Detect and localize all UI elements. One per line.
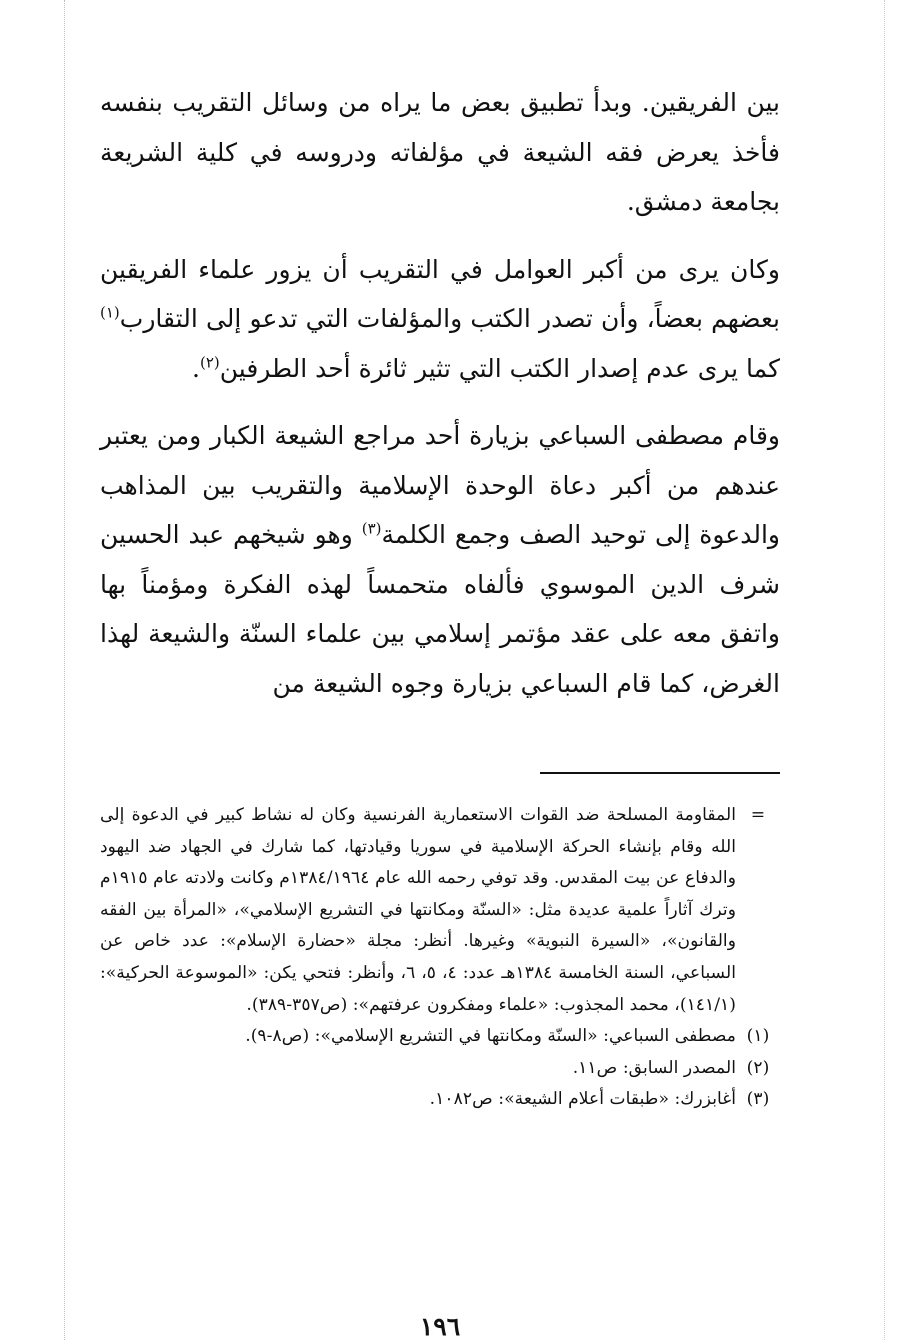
body-paragraph-1-text: بين الفريقين. وبدأ تطبيق بعض ما يراه من وسائل التقريب بنفسه فأخذ يعرض فقه الشيعة في مؤلفاته ودروسه في كلية الشريعة بجامعة دمشق.: [100, 88, 780, 216]
footnote-marker: =: [750, 805, 766, 825]
footnote-text: أغابزرك: «طبقات أعلام الشيعة»: ص١٠٨٢.: [429, 1089, 736, 1110]
footnote-text: مصطفى السباعي: «السنّة ومكانتها في التشريع الإسلامي»: (ص٨-٩).: [245, 1026, 736, 1047]
footnote-marker: (١): [746, 1026, 770, 1047]
book-page: [100, 78, 780, 1341]
footnotes: [100, 800, 780, 1116]
footnote-text: المقاومة المسلحة ضد القوات الاستعمارية الفرنسية وكان له نشاط كبير في الدعوة إلى الله وقام بإنشاء الحركة الإسلامية في سوريا وقيادتها، كما شارك في الجهاد ضد اليهود والدفاع عن بيت المقدس. وقد توفي رحمه الله عام ١٣٨٤/١٩٦٤م وكانت ولادته عام ١٩١٥م وترك آثاراً علمية عديدة مثل: «السنّة ومكانتها في التشريع الإسلامي»، «المرأة بين الفقه والقانون»، «السيرة النبوية» وغيرها. أنظر: مجلة «حضارة الإسلام»: عدد خاص عن السباعي، السنة الخامسة ١٣٨٤هـ عدد: ٤، ٥، ٦، وأنظر: فتحي يكن: «الموسوعة الحركية»: (١٤١/١)، محمد المجذوب: «علماء ومفكرون عرفتهم»: (ص٣٥٧-٣٨٩).: [100, 805, 737, 1015]
footnote-marker: (٣): [746, 1089, 770, 1110]
footnote-ref-2: (٢): [199, 353, 220, 372]
body-paragraph-2: [100, 245, 780, 394]
body-paragraph-2-text-a: وكان يرى من أكبر العوامل في التقريب أن يزور علماء الفريقين بعضهم بعضاً، وأن تصدر الكتب والمؤلفات التي تدعو إلى التقارب: [100, 254, 780, 333]
footnote-3: [100, 1084, 780, 1116]
body-paragraph-2-text-c: .: [192, 353, 200, 383]
footnote-separator: [540, 772, 780, 774]
body-paragraph-3-text-b: وهو شيخهم عبد الحسين شرف الدين الموسوي فألفاه متحمساً لهذه الفكرة ومؤمناً بها واتفق معه على عقد مؤتمر إسلامي بين علماء السنّة والشيعة لهذا الغرض، كما قام السباعي بزيارة وجوه الشيعة من: [100, 520, 780, 698]
footnote-ref-1: (١): [100, 303, 120, 322]
page-number: ١٩٦: [419, 1312, 461, 1341]
footnote-marker: (٢): [746, 1057, 770, 1078]
scan-edge-left: [64, 0, 65, 1340]
footnote-text: المصدر السابق: ص١١.: [572, 1057, 736, 1078]
footnote-1: [100, 1021, 780, 1053]
scan-edge-right: [884, 0, 885, 1340]
body-paragraph-2-text-b: كما يرى عدم إصدار الكتب التي تثير ثائرة أحد الطرفين: [219, 353, 780, 383]
footnote-ref-3: (٣): [361, 519, 382, 538]
footnote-2: [100, 1053, 780, 1085]
body-paragraph-1: [100, 78, 780, 227]
footnote-continuation: [100, 800, 780, 1021]
body-paragraph-3: [100, 411, 780, 708]
body-paragraph-3-text-a: وقام مصطفى السباعي بزيارة أحد مراجع الشيعة الكبار ومن يعتبر عندهم من أكبر دعاة الوحدة الإسلامية والتقريب بين المذاهب والدعوة إلى توحيد الصف وجمع الكلمة: [100, 421, 780, 549]
